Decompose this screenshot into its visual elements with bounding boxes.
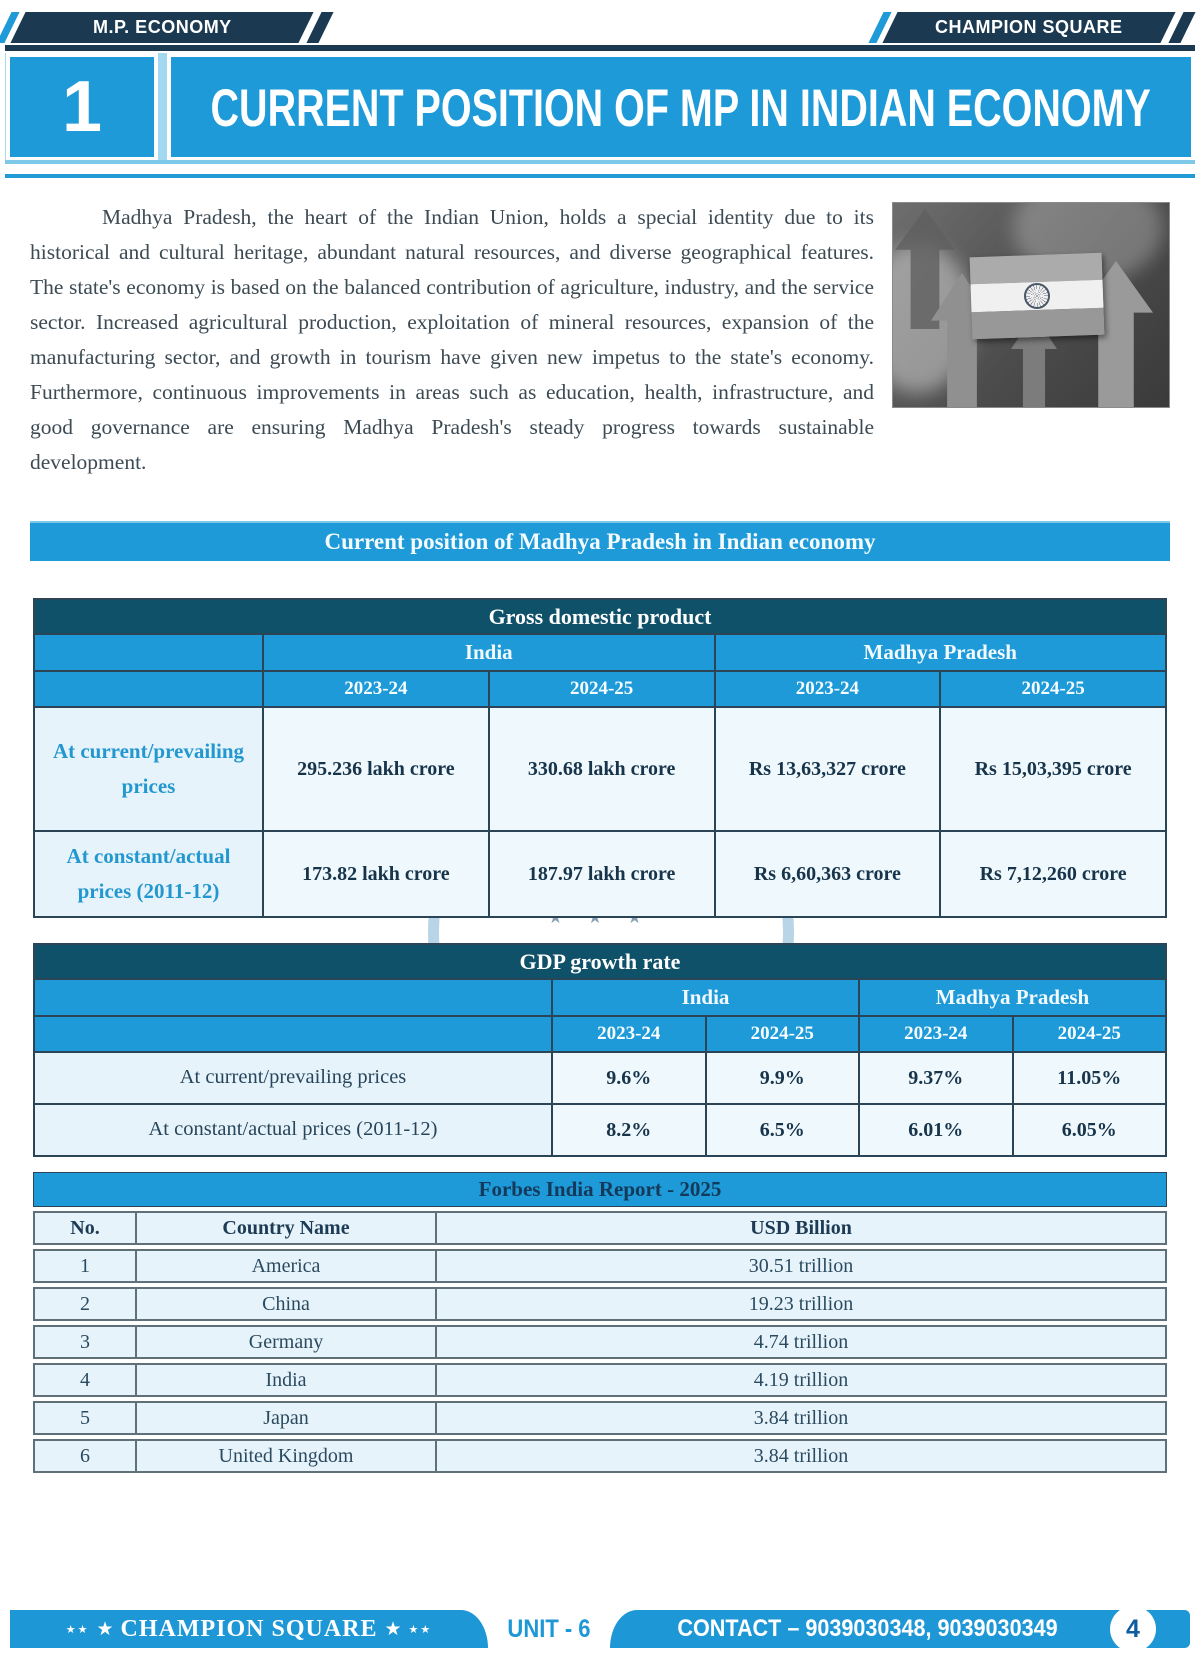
intro-paragraph: Madhya Pradesh, the heart of the Indian Union, holds a special identity due to its historical and cultural heritage, abundant natural resources, and diverse geographical features. The state's economy is based on the balanced contribution of agriculture, industry, and the service sector. Increased agricultural production, exploitation of mineral resources, expansion of the manufacturing sector, and growth in tourism have given new impetus to the state's economy. Furthermore, continuous improvements in areas such as education, health, infrastructure, and good governance are ensuring Madhya Pradesh's steady progress towards sustainable development.	[30, 205, 874, 474]
table-cell: 330.68 lakh crore	[490, 708, 714, 830]
group-header-mp: Madhya Pradesh	[860, 980, 1165, 1015]
table-cell: 9.37%	[860, 1053, 1012, 1103]
table-title: Gross domestic product	[35, 600, 1165, 633]
footer-brand-bar	[10, 1610, 488, 1648]
table-row	[33, 1401, 1167, 1435]
rank-cell: 1	[35, 1251, 137, 1281]
column-header: Country Name	[137, 1213, 437, 1243]
footer-unit: UNIT - 6	[507, 1614, 591, 1643]
star-icon: ★	[384, 1618, 402, 1640]
intro-section	[30, 200, 1170, 480]
table-row	[33, 1325, 1167, 1359]
table-cell: 11.05%	[1014, 1053, 1166, 1103]
chapter-header	[5, 53, 1195, 160]
footer-contact: CONTACT – 9039030348, 9039030349	[677, 1615, 1058, 1642]
value-cell: 3.84 trillion	[753, 1406, 849, 1429]
table-cell: 173.82 lakh crore	[264, 832, 488, 916]
year-header: 2024-25	[707, 1017, 859, 1051]
rank-cell: 2	[35, 1289, 137, 1319]
table-row	[33, 1439, 1167, 1473]
group-header-india: India	[264, 635, 714, 670]
star-icon: ★★	[65, 1623, 90, 1636]
country-cell: China	[137, 1289, 437, 1319]
row-label: At constant/actual prices (2011-12)	[35, 1105, 551, 1155]
year-header: 2023-24	[860, 1017, 1012, 1051]
footer-contact-bar	[610, 1610, 1190, 1648]
group-header-india: India	[553, 980, 858, 1015]
corner-cell	[35, 1017, 551, 1051]
table-cell: 8.2%	[553, 1105, 705, 1155]
year-header: 2023-24	[716, 672, 940, 706]
mp-economy-badge	[8, 12, 330, 43]
table-header-row	[33, 1211, 1167, 1245]
corner-cell	[35, 672, 262, 706]
table-cell: Rs 13,63,327 crore	[716, 708, 940, 830]
divider-rule	[5, 45, 1195, 51]
table-cell: 9.6%	[553, 1053, 705, 1103]
table-cell: 9.9%	[707, 1053, 859, 1103]
badge-body	[10, 12, 313, 43]
column-header: USD Billion	[750, 1216, 852, 1239]
year-header: 2023-24	[553, 1017, 705, 1051]
forbes-table	[33, 1172, 1167, 1473]
footer-brand: CHAMPION SQUARE	[120, 1615, 378, 1642]
table-cell: Rs 15,03,395 crore	[941, 708, 1165, 830]
rank-cell: 3	[35, 1327, 137, 1357]
divider-stripes	[5, 160, 1195, 178]
value-cell: 4.74 trillion	[753, 1330, 849, 1353]
table-title: GDP growth rate	[35, 945, 1165, 978]
gdp-table	[33, 598, 1167, 918]
row-label: At current/prevailing prices	[35, 1053, 551, 1103]
chapter-number-box	[10, 57, 154, 157]
rank-cell: 6	[35, 1441, 137, 1471]
india-flag-graphic	[970, 253, 1105, 340]
chapter-title: CURRENT POSITION OF MP IN INDIAN ECONOMY	[210, 77, 1152, 137]
rank-cell: 5	[35, 1403, 137, 1433]
table-cell: 295.236 lakh crore	[264, 708, 488, 830]
year-header: 2024-25	[941, 672, 1165, 706]
table-row	[33, 1287, 1167, 1321]
page-number-badge	[1110, 1606, 1156, 1652]
table-row	[33, 1363, 1167, 1397]
star-icon: ★	[96, 1618, 114, 1640]
flag-bottom-band	[972, 307, 1105, 339]
section-banner-label: Current position of Madhya Pradesh in Indian economy	[324, 529, 876, 554]
year-header: 2024-25	[490, 672, 714, 706]
table-cell: 6.5%	[707, 1105, 859, 1155]
country-cell: Japan	[137, 1403, 437, 1433]
corner-cell	[35, 980, 551, 1015]
country-cell: America	[137, 1251, 437, 1281]
rank-cell: 4	[35, 1365, 137, 1395]
ashoka-chakra-icon	[1024, 283, 1051, 310]
corner-cell	[35, 635, 262, 670]
page-number: 4	[1126, 1614, 1140, 1643]
table-cell: 6.05%	[1014, 1105, 1166, 1155]
champion-square-badge	[880, 12, 1192, 43]
value-cell: 30.51 trillion	[748, 1254, 854, 1277]
row-label: At current/prevailing prices	[35, 708, 262, 830]
group-header-mp: Madhya Pradesh	[716, 635, 1166, 670]
growth-arrows-photo	[892, 202, 1170, 408]
badge-body	[882, 12, 1175, 43]
chapter-title-box	[171, 57, 1191, 157]
country-cell: India	[137, 1365, 437, 1395]
row-label: At constant/actual prices (2011-12)	[35, 832, 262, 916]
value-cell: 4.19 trillion	[753, 1368, 849, 1391]
table-cell: 6.01%	[860, 1105, 1012, 1155]
mp-economy-label: M.P. ECONOMY	[92, 17, 232, 37]
champion-square-label: CHAMPION SQUARE	[935, 17, 1123, 37]
value-cell: 3.84 trillion	[753, 1444, 849, 1467]
year-header: 2024-25	[1014, 1017, 1166, 1051]
table-cell: Rs 7,12,260 crore	[941, 832, 1165, 916]
table-title: Forbes India Report - 2025	[33, 1172, 1167, 1207]
page-footer	[0, 1610, 1200, 1648]
country-cell: Germany	[137, 1327, 437, 1357]
value-cell: 19.23 trillion	[748, 1292, 854, 1315]
table-row	[33, 1249, 1167, 1283]
section-banner	[30, 521, 1170, 561]
table-cell: Rs 6,60,363 crore	[716, 832, 940, 916]
gdp-growth-table	[33, 943, 1167, 1157]
year-header: 2023-24	[264, 672, 488, 706]
chapter-number: 1	[61, 67, 103, 147]
country-cell: United Kingdom	[137, 1441, 437, 1471]
table-cell: 187.97 lakh crore	[490, 832, 714, 916]
star-icon: ★★	[408, 1623, 433, 1636]
column-header: No.	[35, 1213, 137, 1243]
